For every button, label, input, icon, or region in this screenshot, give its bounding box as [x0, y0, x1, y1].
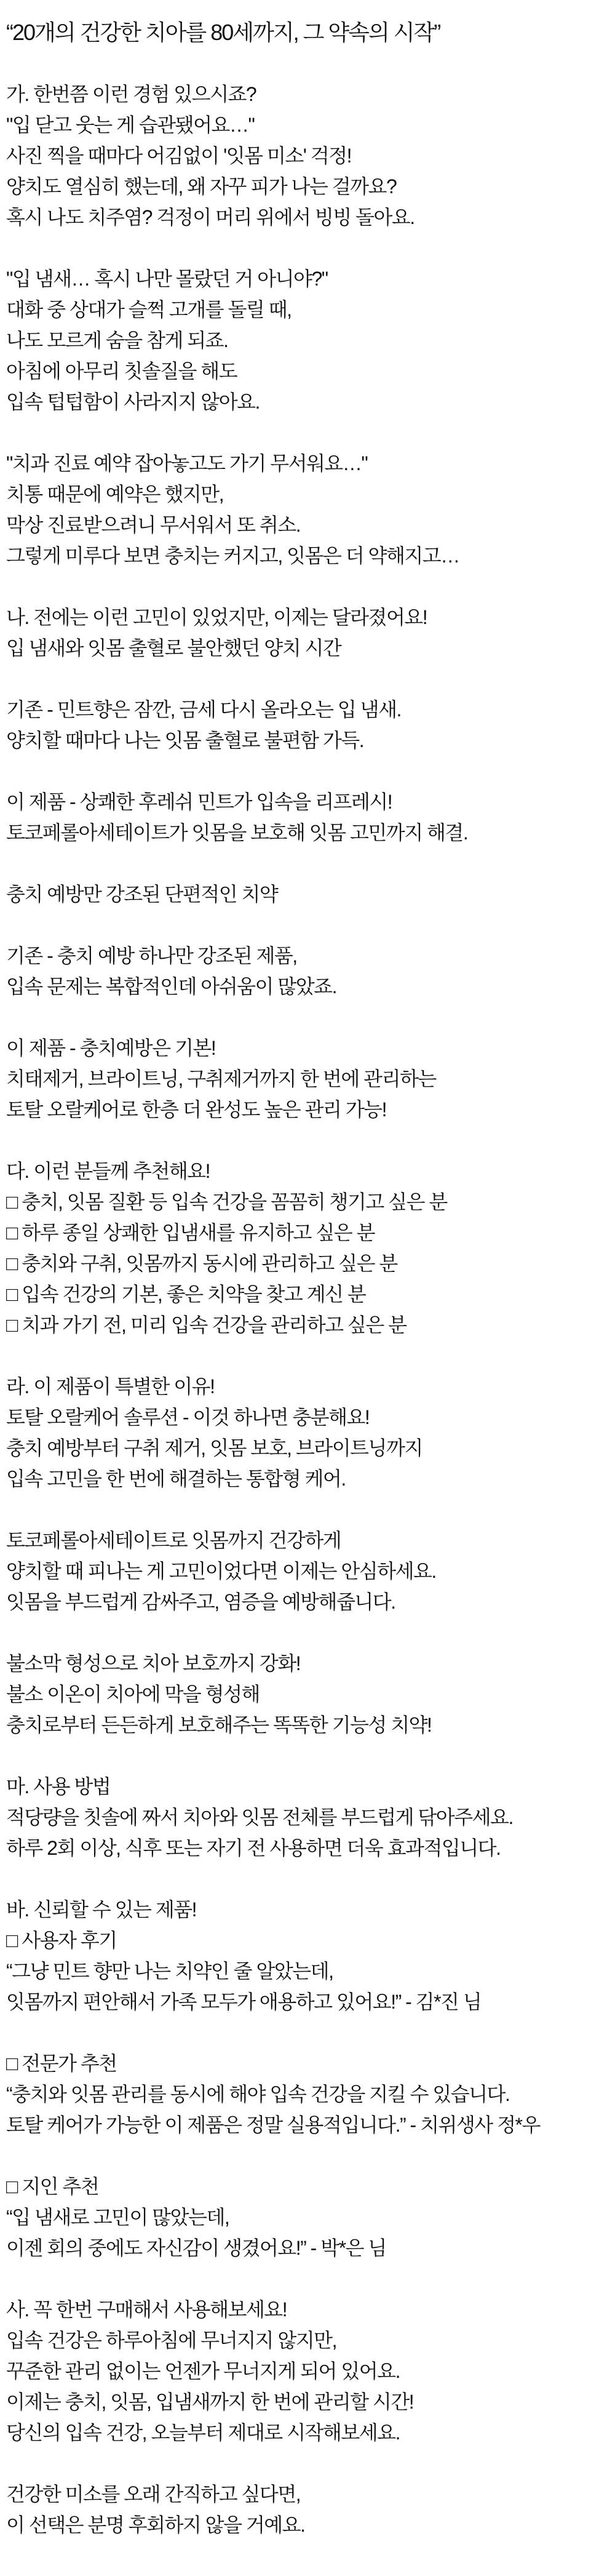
paragraph-existing-cavity-only — [6, 940, 609, 1002]
section-usage — [6, 1771, 609, 1863]
testimonial-line: 토탈 케어가 가능한 이 제품은 정말 실용적입니다.” - 치위생사 정*우 — [6, 2114, 540, 2136]
section-friend-review — [6, 2171, 609, 2263]
checkbox-list-item: □ 충치와 구취, 잇몸까지 동시에 관리하고 싶은 분 — [6, 1252, 397, 1274]
section-experience — [6, 79, 609, 233]
quote-line: "입 냄새… 혹시 나만 몰랐던 거 아니야?" — [6, 268, 328, 290]
section-heading: 라. 이 제품이 특별한 이유! — [6, 1375, 215, 1398]
section-heading: 마. 사용 방법 — [6, 1775, 111, 1798]
section-heading: 사. 꼭 한번 구매해서 사용해보세요! — [6, 2298, 287, 2321]
testimonial-line: “그냥 민트 향만 나는 치약인 줄 알았는데, — [6, 1960, 333, 1982]
body-line: 그렇게 미루다 보면 충치는 커지고, 잇몸은 더 약해지고… — [6, 545, 459, 567]
body-line: 충치로부터 든든하게 보호해주는 똑똑한 기능성 치약! — [6, 1714, 432, 1736]
body-line: 불소막 형성으로 치아 보호까지 강화! — [6, 1652, 301, 1674]
checkbox-list-item: □ 치과 가기 전, 미리 입속 건강을 관리하고 싶은 분 — [6, 1314, 407, 1336]
paragraph-existing-product — [6, 694, 609, 756]
body-line: 당신의 입속 건강, 오늘부터 제대로 시작해보세요. — [6, 2422, 400, 2444]
body-line: 양치할 때마다 나는 잇몸 출혈로 불편함 가득. — [6, 729, 364, 751]
body-line: 입 냄새와 잇몸 출혈로 불안했던 양치 시간 — [6, 637, 341, 659]
body-line: 불소 이온이 치아에 막을 형성해 — [6, 1683, 260, 1705]
section-heading: 나. 전에는 이런 고민이 있었지만, 이제는 달라졌어요! — [6, 606, 427, 628]
testimonial-line: “입 냄새로 고민이 많았는데, — [6, 2206, 229, 2228]
body-line: 건강한 미소를 오래 간직하고 싶다면, — [6, 2483, 301, 2505]
body-line: 하루 2회 이상, 식후 또는 자기 전 사용하면 더욱 효과적입니다. — [6, 1837, 501, 1859]
body-line: 토코페롤아세테이트가 잇몸을 보호해 잇몸 고민까지 해결. — [6, 822, 468, 844]
section-changed — [6, 602, 609, 663]
body-line: 나도 모르게 숨을 참게 되죠. — [6, 329, 228, 351]
paragraph-dental-fear — [6, 448, 609, 571]
body-line: 치통 때문에 예약은 했지만, — [6, 483, 224, 505]
testimonial-line: “충치와 잇몸 관리를 동시에 해야 입속 건강을 지킬 수 있습니다. — [6, 2083, 510, 2105]
body-line: 입속 텁텁함이 사라지지 않아요. — [6, 391, 260, 413]
testimonial-line: 잇몸까지 편안해서 가족 모두가 애용하고 있어요!” - 김*진 님 — [6, 1991, 482, 2013]
section-expert-review — [6, 2048, 609, 2140]
body-line: 대화 중 상대가 슬쩍 고개를 돌릴 때, — [6, 298, 292, 321]
section-trust-user-review — [6, 1894, 609, 2017]
section-heading: 다. 이런 분들께 추천해요! — [6, 1160, 210, 1182]
body-line: 적당량을 칫솔에 짜서 치아와 잇몸 전체를 부드럽게 닦아주세요. — [6, 1806, 513, 1828]
body-line: 양치도 열심히 했는데, 왜 자꾸 피가 나는 걸까요? — [6, 175, 397, 198]
paragraph-bad-breath — [6, 263, 609, 417]
body-line: 혹시 나도 치주염? 걱정이 머리 위에서 빙빙 돌아요. — [6, 206, 415, 228]
body-line: 치태제거, 브라이트닝, 구취제거까지 한 번에 관리하는 — [6, 1068, 436, 1090]
page-title: “20개의 건강한 치아를 80세까지, 그 약속의 시작” — [6, 20, 440, 45]
body-line: 기존 - 충치 예방 하나만 강조된 제품, — [6, 945, 297, 967]
body-line: 이 선택은 분명 후회하지 않을 거예요. — [6, 2514, 305, 2536]
body-line: 잇몸을 부드럽게 감싸주고, 염증을 예방해줍니다. — [6, 1591, 395, 1613]
body-line: 입속 고민을 한 번에 해결하는 통합형 케어. — [6, 1468, 346, 1490]
paragraph-fluoride — [6, 1648, 609, 1740]
body-line: 이 제품 - 충치예방은 기본! — [6, 1037, 216, 1059]
body-line: 토탈 오랄케어로 한층 더 완성도 높은 관리 가능! — [6, 1098, 386, 1121]
quote-line: "입 닫고 웃는 게 습관됐어요…" — [6, 114, 255, 136]
paragraph-onesided-toothpaste — [6, 879, 609, 910]
paragraph-tocopherol — [6, 1525, 609, 1617]
body-line: 입속 문제는 복합적인데 아쉬움이 많았죠. — [6, 975, 336, 998]
section-purchase-cta — [6, 2294, 609, 2448]
body-line: 이 제품 - 상쾌한 후레쉬 민트가 입속을 리프레시! — [6, 791, 392, 813]
body-line: 아침에 아무리 칫솔질을 해도 — [6, 360, 237, 382]
quote-line: "치과 진료 예약 잡아놓고도 가기 무서워요…" — [6, 452, 368, 474]
body-line: 입속 건강은 하루아침에 무너지지 않지만, — [6, 2329, 336, 2351]
body-line: 충치 예방만 강조된 단편적인 치약 — [6, 883, 278, 905]
testimonial-line: 이젠 회의 중에도 자신감이 생겼어요!” - 박*은 님 — [6, 2237, 386, 2259]
checkbox-list-item: □ 충치, 잇몸 질환 등 입속 건강을 꼼꼼히 챙기고 싶은 분 — [6, 1191, 447, 1213]
review-section-label: □ 전문가 추천 — [6, 2052, 117, 2074]
body-line: 막상 진료받으려니 무서워서 또 취소. — [6, 514, 301, 536]
paragraph-this-product-mint — [6, 786, 609, 848]
paragraph-total-oral-care — [6, 1033, 609, 1125]
body-line: 토탈 오랄케어 솔루션 - 이것 하나면 충분해요! — [6, 1406, 370, 1428]
section-heading: 바. 신뢰할 수 있는 제품! — [6, 1898, 197, 1921]
body-line: 꾸준한 관리 없이는 언젠가 무너지게 되어 있어요. — [6, 2360, 400, 2382]
body-line: 충치 예방부터 구취 제거, 잇몸 보호, 브라이트닝까지 — [6, 1437, 423, 1459]
section-recommendation — [6, 1156, 609, 1340]
body-line: 기존 - 민트향은 잠깐, 금세 다시 올라오는 입 냄새. — [6, 698, 401, 721]
review-section-label: □ 사용자 후기 — [6, 1929, 117, 1951]
section-heading: 가. 한번쯤 이런 경험 있으시죠? — [6, 83, 256, 105]
body-line: 이제는 충치, 잇몸, 입냄새까지 한 번에 관리할 시간! — [6, 2391, 414, 2413]
closing-paragraph — [6, 2479, 609, 2540]
checkbox-list-item: □ 입속 건강의 기본, 좋은 치약을 찾고 계신 분 — [6, 1283, 366, 1305]
section-why-special — [6, 1371, 609, 1494]
review-section-label: □ 지인 추천 — [6, 2175, 99, 2198]
title-block — [6, 17, 609, 48]
body-line: 토코페롤아세테이트로 잇몸까지 건강하게 — [6, 1529, 341, 1551]
checkbox-list-item: □ 하루 종일 상쾌한 입냄새를 유지하고 싶은 분 — [6, 1222, 375, 1244]
body-line: 사진 찍을 때마다 어김없이 '잇몸 미소' 걱정! — [6, 145, 351, 167]
body-line: 양치할 때 피나는 게 고민이었다면 이제는 안심하세요. — [6, 1560, 436, 1582]
